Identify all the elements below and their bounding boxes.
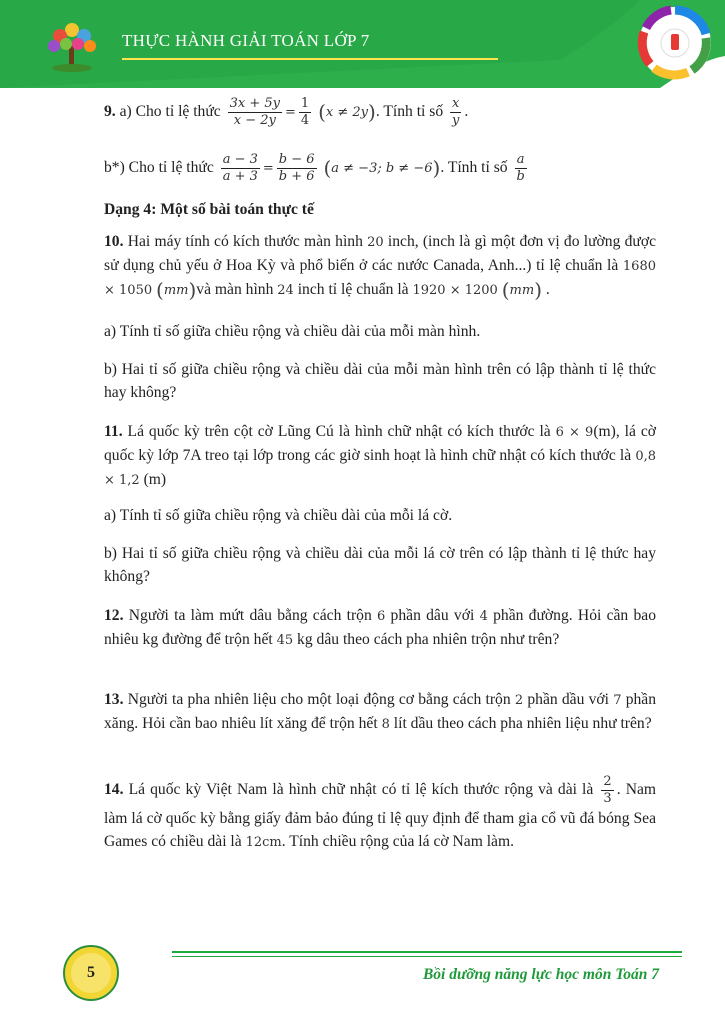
exercise-number: 14.: [104, 781, 124, 799]
exercise-number: 9.: [104, 103, 116, 121]
header-title: THỰC HÀNH GIẢI TOÁN LỚP 7: [122, 31, 370, 50]
exercise-13: 13. Người ta pha nhiên liệu cho một loại động cơ bằng cách trộn 2 phần dầu với 7 phần xăng. Hỏi cần bao nhiêu lít xăng để trộn hết 8 lít dầu theo cách pha nhiên liệu như trên?: [104, 691, 657, 732]
fraction: $\frac{a - 3}{a + 3}$: [222, 152, 258, 184]
exercise-14: 14. Lá quốc kỳ Việt Nam là hình chữ nhật có tỉ lệ kích thước rộng và dài là $\frac{2}{3}$ . Nam làm lá cờ quốc kỳ bằng giấy đảm bảo đúng tỉ lệ quy định để tham gia cổ vũ đá bóng Sea Games có chiều dài là 12cm. Tính chiều rộng của lá cờ Nam làm.: [104, 774, 657, 850]
exercise-11: 11. Lá quốc kỳ trên cột cờ Lũng Cú là hình chữ nhật có kích thước là 6 × 9(m), lá cờ quốc kỳ lớp 7A treo tại lớp trong các giờ sinh hoạt là hình chữ nhật có kích thước là 0,8 × 1,2 (m): [104, 423, 656, 488]
exercise-9a: 9. a) Cho tỉ lệ thức $\frac{3x + 5y}{x - 2y}$ = $\frac{1}{4}$ (x ≠ 2y). Tính tỉ số $\frac{x}{y}$ .: [104, 96, 469, 128]
exercise-11b: b) Hai tỉ số giữa chiều rộng và chiều dài của mỗi lá cờ trên có lập thành tỉ lệ thức hay không?: [104, 545, 656, 585]
exercise-text: a) Cho tỉ lệ thức: [115, 103, 221, 121]
page-header: [0, 0, 725, 90]
exercise-12: 12. Người ta làm mứt dâu bằng cách trộn 6 phần dâu với 4 phần đường. Hỏi cần bao nhiêu kg đường để trộn hết 45 kg dâu theo cách pha nhiên trộn như trên?: [104, 607, 657, 648]
fraction: $\frac{b - 6}{b + 6}$: [278, 152, 315, 184]
footer-title: Bồi dưỡng năng lực học môn Toán 7: [422, 966, 659, 983]
exercise-number: 10.: [104, 233, 124, 250]
exercise-number: 12.: [104, 607, 124, 624]
exercise-11a: a) Tính tỉ số giữa chiều rộng và chiều dài của mỗi lá cờ.: [104, 507, 453, 524]
section-title: Dạng 4: Một số bài toán thực tế: [104, 201, 314, 218]
exercise-number: 13.: [104, 691, 124, 708]
tree-logo-icon: [42, 18, 102, 74]
exercise-10a: a) Tính tỉ số giữa chiều rộng và chiều dài của mỗi màn hình.: [104, 323, 481, 340]
exercise-10: 10. Hai máy tính có kích thước màn hình 20 inch, (inch là gì một đơn vị đo lường được sử dụng chủ yếu ở Hoa Kỳ và phổ biến ở các nước Canada, Anh...) tỉ lệ chuẩn là 1680 × 1050 (mm)và màn hình 24 inch tỉ lệ chuẩn là 1920 × 1200 (mm) .: [104, 233, 657, 302]
exercise-number: 11.: [104, 423, 123, 440]
footer-rule: [172, 951, 682, 953]
page-number: 5: [87, 964, 95, 981]
condition: x ≠ 2y: [325, 105, 369, 121]
circle-people-logo-icon: [636, 4, 714, 82]
fraction: $\frac{2}{3}$: [603, 774, 612, 806]
fraction: $\frac{1}{4}$: [300, 96, 310, 128]
fraction: $\frac{x}{y}$: [452, 96, 460, 128]
footer-rule: [172, 956, 682, 957]
condition: a ≠ −3; b ≠ −6: [331, 161, 433, 177]
exercise-9b: b*) Cho tỉ lệ thức $\frac{a - 3}{a + 3}$ = $\frac{b - 6}{b + 6}$ (a ≠ −3; b ≠ −6). Tính tỉ số $\frac{a}{b}$: [104, 152, 525, 184]
exercise-10b: b) Hai tỉ số giữa chiều rộng và chiều dài của mỗi màn hình trên có lập thành tỉ lệ thức hay không?: [104, 361, 656, 401]
fraction: $\frac{a}{b}$: [516, 152, 525, 184]
fraction: $\frac{3x + 5y}{x - 2y}$: [229, 96, 281, 128]
